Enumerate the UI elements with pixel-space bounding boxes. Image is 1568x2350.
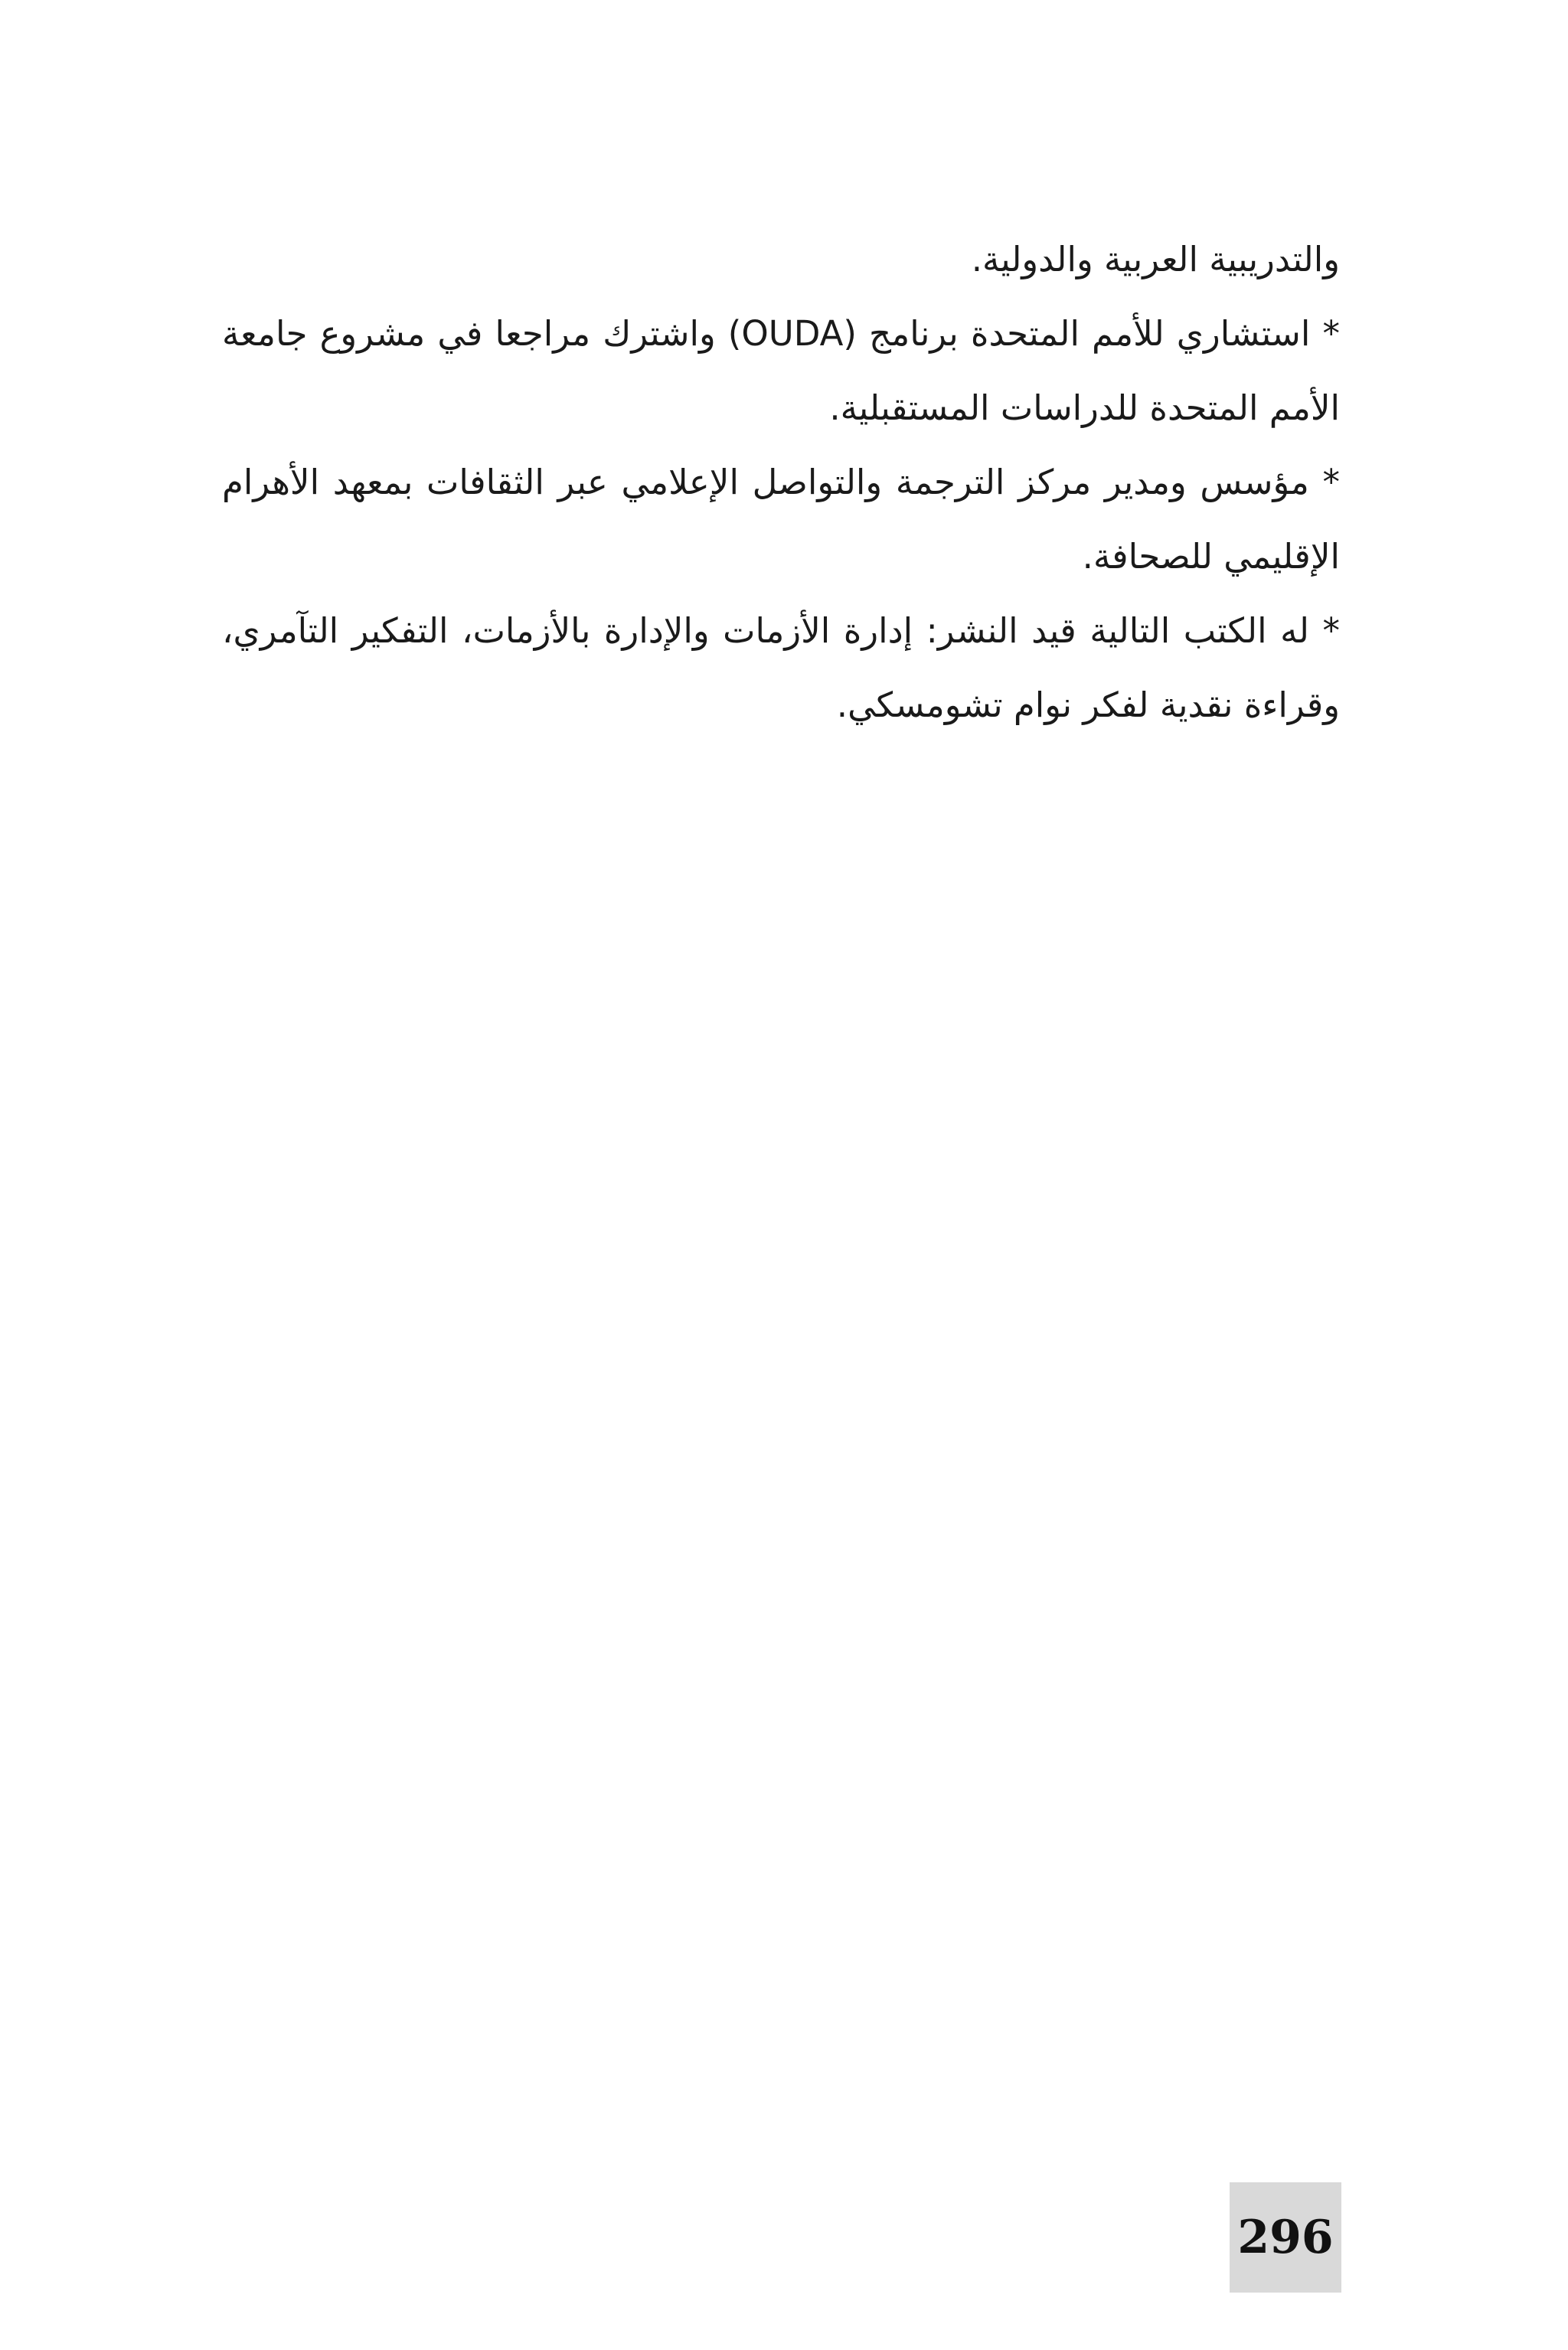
page-body-text bbox=[222, 222, 1340, 742]
paragraph-bullet-1: * استشاري للأمم المتحدة برنامج (OUDA) واشترك مراجعا في مشروع جامعة الأمم المتحدة للدراسات المستقبلية. bbox=[222, 296, 1340, 445]
page-number-badge: 296 bbox=[1230, 2182, 1341, 2293]
paragraph-bullet-3: * له الكتب التالية قيد النشر: إدارة الأزمات والإدارة بالأزمات، التفكير التآمري، وقراءة نقدية لفكر نوام تشومسكي. bbox=[222, 593, 1340, 742]
paragraph-continuation: والتدريبية العربية والدولية. bbox=[971, 239, 1340, 279]
paragraph-bullet-2: * مؤسس ومدير مركز الترجمة والتواصل الإعلامي عبر الثقافات بمعهد الأهرام الإقليمي للصحافة. bbox=[222, 445, 1340, 593]
